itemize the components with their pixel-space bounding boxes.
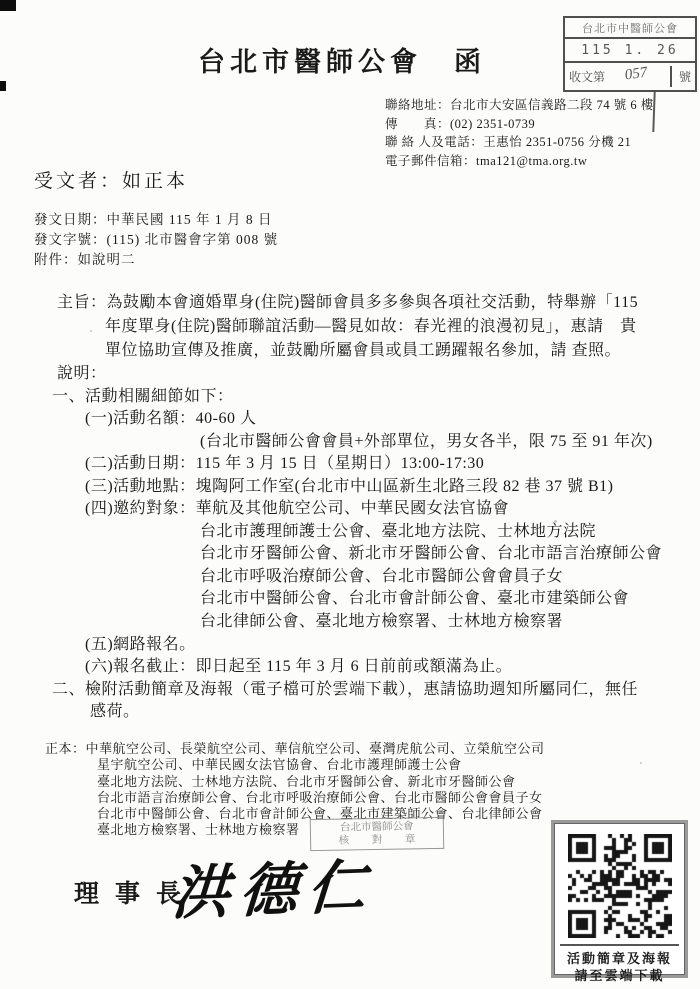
signature-title: 理事長 [74, 881, 198, 908]
subject-line: 年度單身(住院)醫師聯誼活動—醫見如故：春光裡的浪漫初見」，惠請 貴 [105, 317, 637, 335]
receipt-number-handwritten: 057 [623, 64, 649, 84]
subject-line: 主旨：為鼓勵本會適婚單身(住院)醫師會員多多參與各項社交活動，特舉辦「115 [57, 294, 639, 311]
qr-code [568, 834, 672, 938]
body-line: 台北市護理師護士公會、臺北地方法院、士林地方法院 [200, 522, 597, 540]
attachment-note: 附件：如說明二 [34, 252, 136, 267]
body-line: (四)邀約對象：華航及其他航空公司、中華民國女法官協會 [85, 500, 510, 518]
body-line: (一)活動名額：40-60 人 [85, 410, 257, 428]
subject-line: 單位協助宣傳及推廣，並鼓勵所屬會員或員工踴躍報名參加，請 查照。 [105, 341, 622, 359]
qr-caption-line: 活動簡章及海報 [566, 951, 672, 966]
copies-block [45, 741, 545, 839]
scan-speck [640, 762, 642, 764]
body-line: (二)活動日期：115 年 3 月 15 日（星期日）13:00-17:30 [85, 455, 485, 473]
receiving-stamp-org: 台北市中醫師公會 [565, 18, 695, 39]
copies-line: 臺北地方檢察署、士林地方檢察署 [97, 822, 300, 838]
body-line: 感荷。 [90, 703, 140, 721]
issue-date: 發文日期：中華民國 115 年 1 月 8 日 [34, 212, 273, 227]
body-line: (三)活動地點：塊陶阿工作室(台北市中山區新生北路三段 82 巷 37 號 B1) [85, 477, 614, 495]
body-line: (五)網路報名。 [85, 635, 196, 653]
receiving-stamp-date: 115 1. 26 [565, 39, 695, 63]
body-line: (台北市醫師公會會員+外部單位，男女各半，限 75 至 91 年次) [200, 432, 653, 450]
body-line: 台北市呼吸治療師公會、台北市醫師公會會員子女 [200, 567, 564, 585]
body-line: 台北市中醫師公會、台北市會計師公會、臺北市建築師公會 [200, 590, 630, 608]
contact-fax: 傳 真：(02) 2351-0739 [385, 116, 536, 131]
body-block [0, 363, 700, 724]
contact-address: 聯絡地址：台北市大安區信義路二段 74 號 6 樓 [385, 98, 654, 112]
qr-caption [560, 944, 679, 984]
scan-artifact [0, 81, 6, 91]
scan-artifact [0, 0, 16, 11]
copies-line: 星宇航空公司、中華民國女法官協會、台北市護理師護士公會 [97, 757, 462, 773]
signature-name-handwritten: 洪德仁 [169, 854, 378, 927]
document-title: 台北市醫師公會 函 [198, 47, 486, 77]
contact-email: 電子郵件信箱：tma121@tma.org.tw [385, 153, 588, 168]
body-line: 二、檢附活動簡章及海報（電子檔可於雲端下載），惠請協助週知所屬同仁，無任 [52, 680, 639, 698]
recipient-line: 受文者：如正本 [34, 171, 189, 192]
receiving-stamp-number-row [565, 63, 695, 90]
body-line: 一、活動相關細節如下： [52, 387, 234, 405]
body-line: 說明： [57, 365, 107, 382]
issue-number: 發文字號：(115) 北市醫會字第 008 號 [34, 232, 279, 247]
receipt-suffix: 號 [670, 66, 691, 87]
copies-line: 正本：中華航空公司、長榮航空公司、華信航空公司、臺灣虎航公司、立榮航空公司 [45, 741, 545, 756]
contact-person: 聯 絡 人及電話：王惠怡 2351-0756 分機 21 [385, 135, 632, 149]
copies-line: 臺北地方法院、士林地方法院、台北市牙醫師公會、新北市牙醫師公會 [97, 773, 516, 789]
verification-stamp-org: 台北市醫師公會 [340, 821, 414, 834]
meta-block [34, 210, 278, 270]
copies-line: 台北市語言治療師公會、台北市呼吸治療師公會、台北市醫師公會會員子女 [97, 789, 543, 805]
qr-caption-line: 請至雲端下載 [574, 968, 665, 983]
receipt-label: 收文第 [569, 70, 606, 84]
qr-panel [551, 820, 688, 983]
body-line: (六)報名截止：即日起至 115 年 3 月 6 日前前或額滿為止。 [85, 658, 513, 676]
subject-block [57, 291, 638, 362]
body-line: 台北律師公會、臺北地方檢察署、士林地方檢察署 [200, 613, 564, 631]
receiving-stamp [563, 16, 697, 92]
body-line: 台北市牙醫師公會、新北市牙醫師公會、台北市語言治療師公會 [200, 545, 663, 563]
contact-block [385, 96, 654, 170]
copies-line: 台北市中醫師公會、台北市會計師公會、臺北市建築師公會、台北律師公會 [97, 806, 543, 822]
verification-stamp-label: 核 對 章 [338, 834, 426, 847]
